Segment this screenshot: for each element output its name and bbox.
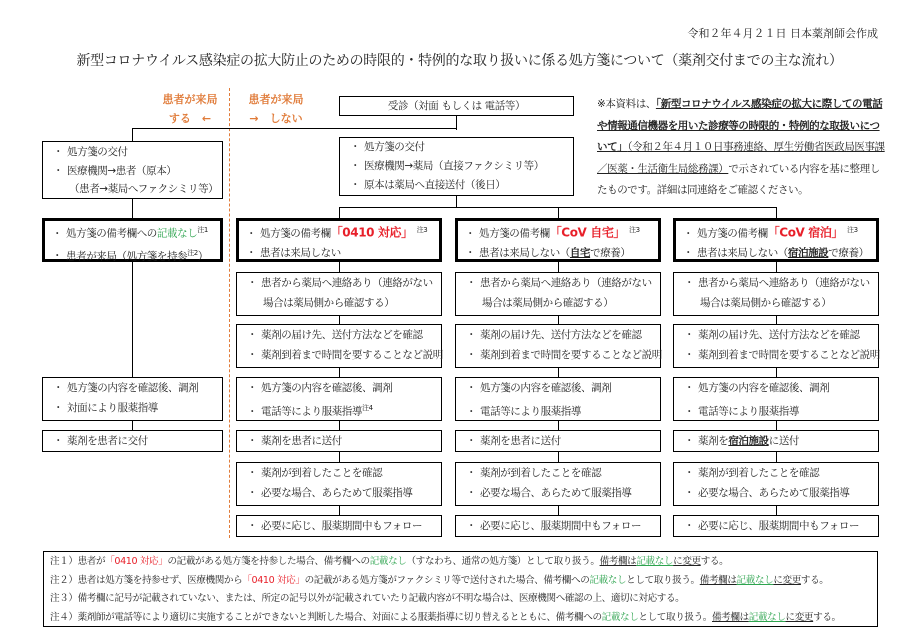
- label-text: する ←: [168, 112, 212, 125]
- box-line: [674, 293, 878, 313]
- bullet: ・: [684, 520, 695, 532]
- line-text: 医療機関→患者（原本）: [67, 165, 177, 177]
- box-line: [456, 431, 660, 451]
- line-text: に送付: [311, 435, 342, 447]
- connector: [776, 207, 777, 218]
- connector: [456, 116, 457, 130]
- line-text: 患者は来局しない（: [479, 246, 570, 259]
- bullet: ・: [53, 402, 64, 414]
- bullet: ・: [52, 250, 63, 262]
- connector: [456, 195, 457, 207]
- note-item: [50, 553, 871, 572]
- column-contact-box: [673, 272, 879, 316]
- note-item: [50, 572, 871, 591]
- line-text: 処方箋の交付: [67, 146, 128, 158]
- bullet: ・: [683, 227, 694, 240]
- box-line: [43, 398, 222, 418]
- note-item: [50, 609, 871, 628]
- column-arrival-box: [236, 462, 442, 506]
- line-text: 薬剤が到着したことを確認: [698, 467, 820, 479]
- box-line: [674, 516, 878, 536]
- line-text: 電話等により服薬指導: [261, 405, 362, 418]
- no-entry-text: 記載なし: [589, 574, 627, 586]
- box-line: [456, 463, 660, 483]
- box-line: [674, 345, 878, 365]
- column-follow-box: [455, 515, 661, 537]
- ref-prefix: ※本資料は、: [597, 98, 656, 110]
- label-text: → しない: [249, 112, 303, 125]
- column-remark-box: [455, 218, 661, 262]
- connector: [558, 452, 559, 462]
- note-text: 患者が: [77, 556, 106, 567]
- bullet: ・: [684, 435, 695, 447]
- page-title: 新型コロナウイルス感染症の拡大防止のための時限的・特例的な取り扱いに係る処方箋について（薬剤交付までの主な流れ）: [76, 53, 843, 69]
- line-text: 患者から薬局へ連絡あり（連絡がない: [698, 277, 870, 289]
- label-text: 患者が来局: [162, 93, 218, 106]
- box-line: [456, 483, 660, 503]
- line-text: 場合は薬局側から確認する）: [482, 297, 614, 309]
- no-entry-text: 記載なし: [748, 611, 786, 623]
- column-arrival-box: [455, 462, 661, 506]
- box-line: [340, 138, 573, 157]
- bullet: ・: [466, 329, 477, 341]
- note-ref: 注3: [416, 226, 428, 234]
- bullet: ・: [466, 277, 477, 289]
- line-text: 患者は来局しない（: [697, 246, 788, 259]
- line-text: で療養）: [590, 246, 631, 259]
- note-label: 注４）: [50, 611, 78, 623]
- note-ref: 注2: [187, 248, 198, 257]
- line-text: 薬剤を: [480, 435, 511, 447]
- send-destination: 患者: [291, 435, 312, 447]
- bullet: ・: [247, 520, 258, 532]
- box-line: [43, 180, 222, 198]
- line-text: 薬剤を: [698, 435, 729, 447]
- line-text: 薬剤を: [261, 435, 292, 447]
- bullet: ・: [684, 405, 695, 418]
- line-text: 処方箋の備考欄: [697, 227, 768, 240]
- bullet: ・: [466, 382, 477, 394]
- box-line: [43, 431, 222, 451]
- root-box-consultation: [339, 96, 574, 116]
- bullet: ・: [466, 349, 477, 361]
- line-text: 対面により服薬指導: [67, 402, 158, 414]
- box-line: [237, 431, 441, 451]
- bullet: ・: [466, 520, 477, 532]
- line-text: 必要な場合、あらためて服薬指導: [261, 487, 413, 499]
- bullet: ・: [247, 382, 258, 394]
- bullet: ・: [466, 405, 477, 418]
- no-entry-text: 記載なし: [601, 611, 639, 623]
- box-line: [456, 325, 660, 345]
- line-text: （患者→薬局へファクシミリ等）: [69, 183, 219, 195]
- connector: [339, 421, 340, 430]
- bullet: ・: [247, 349, 258, 361]
- line-text: 電話等により服薬指導: [698, 405, 799, 418]
- note-text: する。: [813, 611, 841, 623]
- box-line: [676, 221, 876, 244]
- note-label: 注２）: [50, 574, 78, 586]
- label-text: 患者が来局: [248, 93, 304, 106]
- note-text: として取り扱う。: [638, 611, 712, 623]
- box-line: [456, 516, 660, 536]
- note-text: の記載がある処方箋がファクシミリ等で送付された場合、備考欄への: [304, 574, 590, 586]
- remark-code: 「0410 対応」: [330, 225, 413, 240]
- line-text: 処方箋の内容を確認後、調剤: [261, 382, 393, 394]
- bullet: ・: [350, 179, 361, 191]
- box-line: [237, 345, 441, 365]
- remark-code: 「0410 対応」: [105, 556, 168, 567]
- right-issue-box: [339, 137, 574, 196]
- box-line: [456, 273, 660, 293]
- line-text: に送付: [530, 435, 561, 447]
- box-line: [340, 176, 573, 195]
- bullet: ・: [684, 382, 695, 394]
- ref-suffix: で示されている内容を基に整理したものです。詳細は同連絡をご確認ください。: [597, 162, 880, 196]
- connector: [339, 262, 340, 272]
- line-text: 処方箋の内容を確認後、調剤: [480, 382, 612, 394]
- root-box-text: 受診（対面 もしくは 電話等）: [387, 100, 526, 112]
- note-text: 備考欄は: [599, 556, 637, 567]
- bullet: ・: [247, 277, 258, 289]
- box-line: [45, 221, 220, 244]
- line-text: ）: [197, 250, 208, 262]
- note-text: に変更: [673, 556, 701, 567]
- connector: [776, 506, 777, 515]
- line-text: 薬剤の届け先、送付方法などを確認: [480, 329, 642, 341]
- column-dispense-box: [236, 377, 442, 421]
- date-author: 令和２年４月２１日 日本薬剤師会作成: [687, 27, 878, 40]
- connector: [339, 207, 340, 218]
- no-entry-text: 記載なし: [156, 227, 198, 240]
- line-text: 処方箋の備考欄: [260, 227, 331, 240]
- column-remark-box: [673, 218, 879, 262]
- note-text: に変更: [773, 574, 801, 586]
- line-text: 必要に応じ、服薬期間中もフォロー: [698, 520, 860, 532]
- column-confirm-box: [455, 324, 661, 368]
- bullet: ・: [466, 435, 477, 447]
- box-line: [458, 244, 658, 263]
- reference-note: [597, 94, 887, 202]
- bullet: ・: [465, 246, 476, 259]
- note-item: [50, 590, 871, 609]
- line-text: 薬剤の届け先、送付方法などを確認: [261, 329, 423, 341]
- divider-dashed-line: [229, 88, 230, 538]
- line-text: 患者は来局しない: [260, 246, 341, 259]
- bullet: ・: [683, 246, 694, 259]
- line-text: 薬剤が到着したことを確認: [261, 467, 383, 479]
- label-patient-not-visit: [236, 90, 316, 128]
- note-text: 薬剤師が電話等により適切に実施することができないと判断した場合、対面による服薬指導に切り替えるとともに、備考欄への: [77, 611, 602, 623]
- note-label: 注１）: [50, 556, 78, 567]
- box-line: [237, 325, 441, 345]
- line-text: 医療機関→薬局（直接ファクシミリ等）: [364, 160, 544, 172]
- line-text: 薬剤を患者に交付: [67, 435, 148, 447]
- line-text: 薬剤が到着したことを確認: [480, 467, 602, 479]
- line-text: 必要に応じ、服薬期間中もフォロー: [261, 520, 423, 532]
- bullet: ・: [52, 227, 63, 240]
- label-patient-visits: [150, 90, 230, 128]
- bullet: ・: [684, 487, 695, 499]
- line-text: 必要に応じ、服薬期間中もフォロー: [480, 520, 642, 532]
- box-line: [237, 378, 441, 398]
- box-line: [674, 398, 878, 422]
- box-line: [674, 431, 878, 451]
- note-text: として取り扱う。: [626, 574, 700, 586]
- line-text: 薬剤到着まで時間を要することなど説明: [480, 349, 662, 361]
- line-text: 薬剤の届け先、送付方法などを確認: [698, 329, 860, 341]
- line-text: 必要な場合、あらためて服薬指導: [698, 487, 850, 499]
- line-text: 患者から薬局へ連絡あり（連絡がない: [480, 277, 652, 289]
- bullet: ・: [247, 487, 258, 499]
- box-line: [458, 221, 658, 244]
- line-text: 患者から薬局へ連絡あり（連絡がない: [261, 277, 433, 289]
- connector: [776, 452, 777, 462]
- connector: [558, 506, 559, 515]
- box-line: [674, 378, 878, 398]
- box-line: [237, 398, 441, 422]
- box-line: [340, 157, 573, 176]
- bullet: ・: [466, 487, 477, 499]
- connector: [776, 262, 777, 272]
- box-line: [456, 345, 660, 365]
- box-line: [239, 244, 439, 263]
- bullet: ・: [684, 329, 695, 341]
- send-destination: 宿泊施設: [728, 435, 769, 447]
- line-text: 患者が来局（処方箋を持参: [66, 250, 188, 262]
- box-line: [45, 244, 220, 267]
- column-dispense-box: [673, 377, 879, 421]
- column-send-box: [673, 430, 879, 452]
- column-send-box: [236, 430, 442, 452]
- box-line: [237, 516, 441, 536]
- ref-source: （令和２年４月１０日事務連絡、厚生労働省医政局医事課／医薬・生活衛生局総務課）: [597, 141, 885, 175]
- remark-code: 「CoV 自宅」: [549, 225, 626, 240]
- line-text: で療養）: [828, 246, 869, 259]
- left-deliver-box: [42, 430, 223, 452]
- note-ref: 注3: [847, 226, 858, 234]
- connector: [558, 421, 559, 430]
- line-text: 処方箋の内容を確認後、調剤: [67, 382, 199, 394]
- line-text: 場合は薬局側から確認する）: [700, 297, 832, 309]
- line-text: 必要な場合、あらためて服薬指導: [480, 487, 632, 499]
- bullet: ・: [246, 227, 257, 240]
- bullet: ・: [684, 467, 695, 479]
- line-text: 薬剤到着まで時間を要することなど説明: [698, 349, 880, 361]
- bullet: ・: [466, 467, 477, 479]
- line-text: 処方箋の交付: [364, 141, 425, 153]
- box-line: [43, 378, 222, 398]
- connector: [558, 316, 559, 324]
- ref-title-link: 「新型コロナウイルス感染症の拡大に際しての電話や情報通信機器を用いた診療等の時限的・特例的な取扱いについて」: [597, 98, 883, 153]
- line-text: 原本は薬局へ直接送付（後日）: [364, 179, 506, 191]
- bullet: ・: [53, 165, 64, 177]
- line-text: 薬剤到着まで時間を要することなど説明: [261, 349, 443, 361]
- box-line: [674, 325, 878, 345]
- note-text: 備考欄は: [711, 611, 749, 623]
- left-issue-box: [42, 141, 223, 199]
- line-text: に送付: [768, 435, 800, 447]
- no-entry-text: 記載なし: [636, 556, 674, 567]
- bullet: ・: [53, 146, 64, 158]
- column-confirm-box: [673, 324, 879, 368]
- connector: [558, 207, 559, 218]
- no-entry-text: 記載なし: [369, 556, 407, 567]
- note-text: する。: [700, 556, 729, 567]
- column-follow-box: [673, 515, 879, 537]
- box-line: [456, 378, 660, 398]
- column-follow-box: [236, 515, 442, 537]
- bullet: ・: [684, 277, 695, 289]
- box-line: [456, 293, 660, 313]
- remark-code: 「CoV 宿泊」: [767, 225, 844, 240]
- box-line: [237, 293, 441, 313]
- connector: [132, 420, 133, 430]
- connector: [558, 368, 559, 377]
- note-text: に変更: [785, 611, 814, 623]
- connector: [776, 421, 777, 430]
- box-line: [674, 463, 878, 483]
- box-line: [43, 142, 222, 162]
- note-text: 備考欄は: [699, 574, 737, 586]
- bullet: ・: [350, 141, 361, 153]
- bullet: ・: [246, 246, 257, 259]
- connector: [132, 128, 133, 141]
- box-line: [456, 398, 660, 422]
- bullet: ・: [465, 227, 476, 240]
- box-line: [43, 162, 222, 180]
- bullet: ・: [247, 329, 258, 341]
- connector: [558, 262, 559, 272]
- note-text: （すなわち、通常の処方箋）として取り扱う。: [406, 556, 600, 567]
- left-dispense-box: [42, 377, 223, 421]
- bullet: ・: [53, 435, 64, 447]
- connector: [339, 316, 340, 324]
- bullet: ・: [350, 160, 361, 172]
- notes-box: [43, 551, 878, 627]
- line-text: 処方箋の内容を確認後、調剤: [698, 382, 830, 394]
- column-confirm-box: [236, 324, 442, 368]
- note-ref: 注4: [362, 404, 373, 412]
- bullet: ・: [247, 467, 258, 479]
- connector: [132, 198, 133, 218]
- connector: [776, 368, 777, 377]
- note-text: の記載がある処方箋を持参した場合、備考欄への: [167, 556, 370, 567]
- remark-code: 「0410 対応」: [242, 574, 305, 586]
- note-ref: 注3: [629, 226, 640, 234]
- box-line: [674, 483, 878, 503]
- column-contact-box: [455, 272, 661, 316]
- connector: [132, 261, 133, 377]
- bullet: ・: [247, 435, 258, 447]
- line-text: 電話等により服薬指導: [480, 405, 581, 418]
- line-text: 処方箋の備考欄: [479, 227, 550, 240]
- bullet: ・: [53, 382, 64, 394]
- connector: [132, 128, 457, 129]
- column-arrival-box: [673, 462, 879, 506]
- connector: [339, 368, 340, 377]
- place-highlight: 宿泊施設: [787, 246, 829, 259]
- connector: [339, 452, 340, 462]
- send-destination: 患者: [510, 435, 531, 447]
- note-ref: 注1: [197, 226, 208, 234]
- connector: [339, 506, 340, 515]
- box-line: [674, 273, 878, 293]
- column-dispense-box: [455, 377, 661, 421]
- place-highlight: 自宅: [569, 246, 591, 259]
- box-line: [239, 221, 439, 244]
- note-text: する。: [800, 574, 829, 586]
- column-contact-box: [236, 272, 442, 316]
- note-label: 注３）: [50, 593, 78, 604]
- note-text: 患者は処方箋を持参せず、医療機関から: [77, 574, 243, 586]
- note-text: 備考欄に記号が記載されていない、または、所定の記号以外が記載されていたり記載内容が不明な場合は、医療機関へ確認の上、適切に対応する。: [77, 593, 685, 604]
- box-line: [237, 463, 441, 483]
- line-text: 処方箋の備考欄への: [66, 227, 157, 240]
- no-entry-text: 記載なし: [736, 574, 774, 586]
- box-line: [237, 483, 441, 503]
- line-text: 場合は薬局側から確認する）: [263, 297, 395, 309]
- bullet: ・: [684, 349, 695, 361]
- connector: [776, 316, 777, 324]
- column-remark-box: [236, 218, 442, 262]
- bullet: ・: [247, 405, 258, 418]
- box-line: [676, 244, 876, 263]
- left-remark-box: [42, 218, 223, 262]
- column-send-box: [455, 430, 661, 452]
- box-line: [237, 273, 441, 293]
